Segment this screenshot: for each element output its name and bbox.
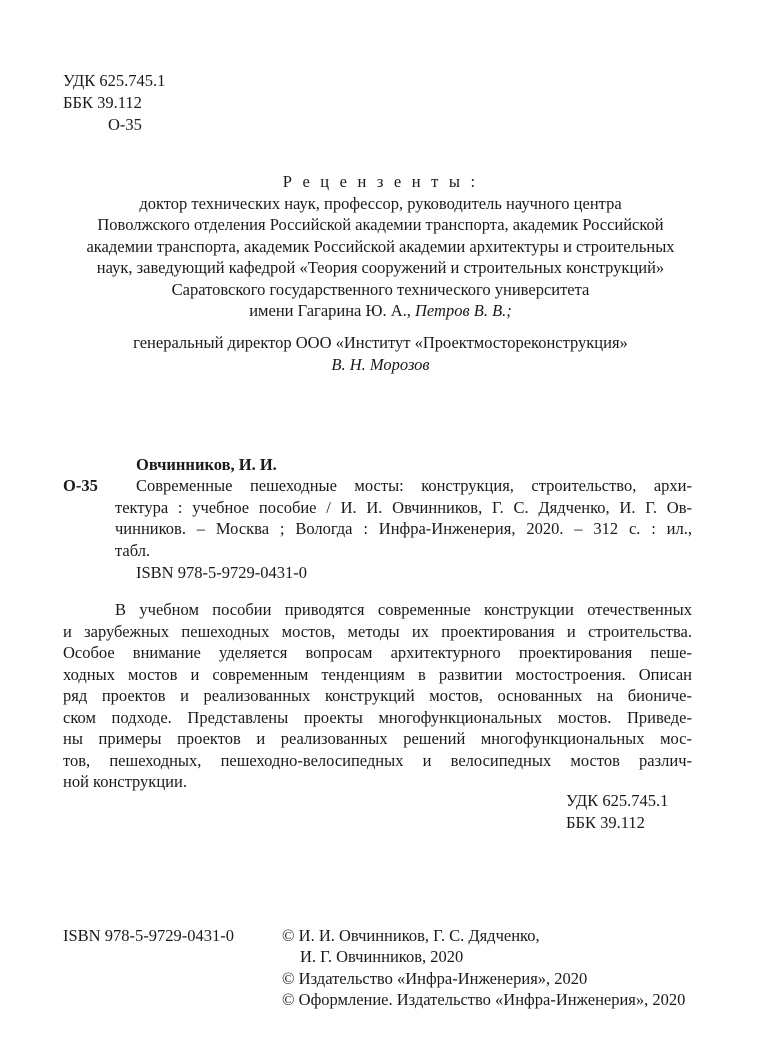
reviewer1-name: Петров В. В.; bbox=[415, 301, 512, 320]
abstract-line: тов, пешеходных, пешеходно-велосипедных и велосипедных мостов различ- bbox=[63, 751, 692, 770]
catalog-description-last: табл. bbox=[115, 541, 151, 560]
abstract-last-line: ной конструкции. bbox=[63, 772, 187, 791]
catalog-isbn: ISBN 978-5-9729-0431-0 bbox=[136, 563, 307, 582]
reviewer1-line: доктор технических наук, профессор, руководитель научного центра bbox=[139, 194, 622, 213]
abstract-line: В учебном пособии приводятся современные конструкции отечественных bbox=[115, 600, 692, 619]
catalog-description-line: чинников. – Москва ; Вологда : Инфра-Инженерия, 2020. – 312 с. : ил., bbox=[115, 519, 692, 538]
classification-udk: УДК 625.745.1 bbox=[566, 791, 669, 810]
reviewer1-last-line bbox=[0, 300, 761, 322]
abstract-line: и зарубежных пешеходных мостов, методы их проектирования и строительства. bbox=[63, 622, 692, 641]
reviewer1-line: Поволжского отделения Российской академии транспорта, академик Российской bbox=[97, 215, 664, 234]
copyright-line: © И. И. Овчинников, Г. С. Дядченко, bbox=[282, 926, 540, 945]
reviewer1-line: академии транспорта, академик Российской академии архитектуры и строительных bbox=[86, 237, 675, 256]
copyright-line: И. Г. Овчинников, 2020 bbox=[300, 947, 464, 966]
abstract-line: ряд проектов и реализованных конструкций мостов, основанных на биониче- bbox=[63, 686, 692, 705]
reviewer2-position: генеральный директор ООО «Институт «Проектмостореконструкция» bbox=[133, 333, 628, 352]
abstract-line: ны примеры проектов и реализованных решений многофункциональных мос- bbox=[63, 729, 692, 748]
reviewer1-line: наук, заведующий кафедрой «Теория сооружений и строительных конструкций» bbox=[96, 258, 665, 277]
abstract-line: ском подходе. Представлены проекты многофункциональных мостов. Приведе- bbox=[63, 708, 692, 727]
reviewer1-affiliation: имени Гагарина Ю. А., bbox=[249, 301, 416, 320]
reviewer1-line: Саратовского государственного технического университета bbox=[171, 280, 590, 299]
copyright-line: © Оформление. Издательство «Инфра-Инженерия», 2020 bbox=[282, 990, 686, 1009]
catalog-description-line: тектура : учебное пособие / И. И. Овчинников, Г. С. Дядченко, И. Г. Ов- bbox=[115, 498, 692, 517]
abstract-line: ходных мостов и современным тенденциям в развитии мостостроения. Описан bbox=[63, 665, 692, 684]
footer-isbn: ISBN 978-5-9729-0431-0 bbox=[63, 926, 234, 945]
classification-bbk: ББК 39.112 bbox=[566, 813, 645, 832]
reviewers-title: Р е ц е н з е н т ы : bbox=[282, 172, 479, 191]
abstract-line: Особое внимание уделяется вопросам архитектурного проектирования пеше- bbox=[63, 643, 692, 662]
reviewer2-name: В. Н. Морозов bbox=[331, 355, 430, 374]
header-code: О-35 bbox=[108, 115, 142, 134]
catalog-description-line: Современные пешеходные мосты: конструкция, строительство, архи- bbox=[136, 476, 692, 495]
catalog-author: Овчинников, И. И. bbox=[136, 455, 277, 474]
copyright-line: © Издательство «Инфра-Инженерия», 2020 bbox=[282, 969, 588, 988]
header-udk: УДК 625.745.1 bbox=[63, 71, 166, 90]
catalog-code: О-35 bbox=[63, 476, 98, 495]
header-bbk: ББК 39.112 bbox=[63, 93, 142, 112]
